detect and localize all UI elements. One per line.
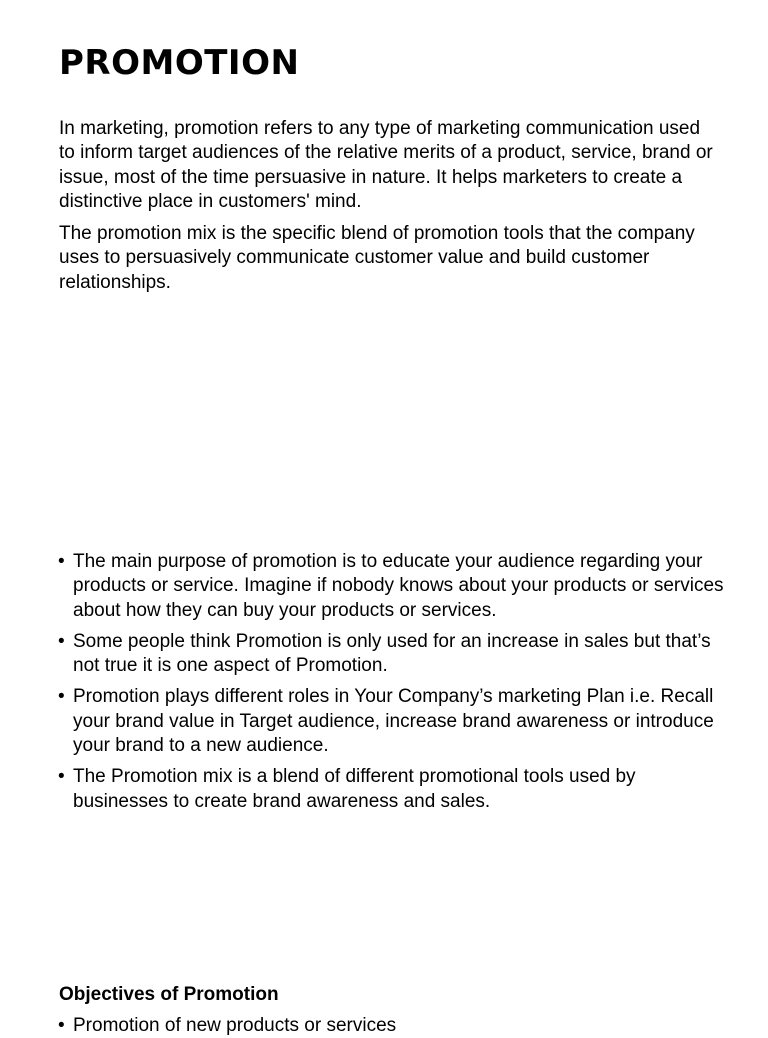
bullet-icon: • [58, 551, 65, 572]
bullet-list [58, 550, 730, 821]
list-item [58, 685, 730, 758]
bullet-icon: • [58, 630, 65, 652]
intro-paragraph: The promotion mix is the specific blend of promotion tools that the company uses to persuasively communicate customer value and build customer relationships. [59, 223, 695, 293]
list-item-text: Some people think Promotion is only used for an increase in sales but that’s not true it is one aspect of Promotion. [73, 630, 711, 677]
objectives-heading: Objectives of Promotion [59, 984, 279, 1005]
bullet-icon: • [58, 686, 65, 708]
list-item-text: The main purpose of promotion is to educate your audience regarding your products or service. Imagine if nobody knows about your products or services about how they can buy your products or services. [73, 551, 724, 621]
bullet-icon: • [58, 766, 65, 788]
list-item [58, 765, 730, 814]
list-item [58, 630, 730, 679]
page-title: PROMOTION [59, 43, 300, 83]
intro-section [59, 117, 719, 303]
list-item-text: The Promotion mix is a blend of different promotional tools used by businesses to create brand awareness and sales. [73, 766, 636, 812]
list-item [58, 550, 730, 623]
intro-paragraph: In marketing, promotion refers to any type of marketing communication used to inform target audiences of the relative merits of a product, service, brand or issue, most of the time persuasive in nature. It helps marketers to create a distinctive place in customers' mind. [59, 118, 713, 212]
objectives-list-item [58, 1014, 730, 1038]
list-item-text: Promotion plays different roles in Your Company’s marketing Plan i.e. Recall your brand value in Target audience, increase brand awareness or introduce your brand to a new audience. [73, 686, 714, 757]
list-item-text: Promotion of new products or services [73, 1015, 397, 1036]
bullet-icon: • [58, 1015, 65, 1036]
